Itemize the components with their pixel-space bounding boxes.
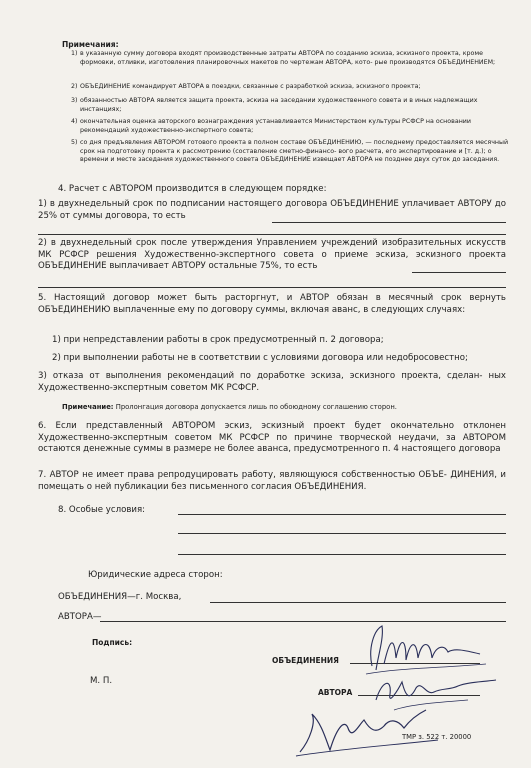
- note-4: [71, 118, 520, 135]
- notes-title: Примечания:: [62, 40, 119, 49]
- note-text: в указанную сумму договора входят производственные затраты АВТОРА по созданию эскиза, эскизного проекта, кроме формовки, отливки, изготовления планировочных макетов по чертежам АВТОРА, кото- рые производятся ОБЪЕДИНЕНИЕМ;: [80, 50, 496, 66]
- amount-fill-line: [272, 222, 506, 223]
- note-1: [71, 50, 520, 67]
- section-4-item-1: 1) в двухнедельный срок по подписании настоящего договора ОБЪЕДИНЕНИЕ уплачивает АВТОРУ до 25% от суммы договора, то есть: [38, 199, 506, 221]
- conditions-fill-line: [178, 554, 506, 555]
- amount-fill-line: [38, 287, 506, 288]
- note-number: 5): [71, 139, 78, 146]
- section-5-case-2: 2) при выполнении работы не в соответствии с условиями договора или недобросовестно;: [52, 353, 468, 363]
- signature-author-label: АВТОРА: [318, 688, 353, 697]
- note-number: 4): [71, 118, 78, 125]
- amount-fill-line: [38, 234, 506, 235]
- note-text: окончательная оценка авторского вознаграждения устанавливается Министерством культуры РСФСР на основании рекомендаций художественно-экспертного совета;: [80, 118, 471, 134]
- note-text: со дня предъявления АВТОРОМ готового проекта в полном составе ОБЪЕДИНЕНИЮ, — последнему предоставляется месячный срок на подготовку проекта к рассмотрению (составление сметно-финансо- вого расчета, его экспертирование и [т. д.); о времени и месте заседания художественного совета ОБЪЕДИНЕНИЕ извещает АВТОРА не позднее двух суток до заседания.: [80, 139, 509, 164]
- address-author: АВТОРА—: [58, 612, 102, 622]
- remark: [62, 403, 502, 411]
- note-2: [71, 83, 520, 92]
- signature-union-label: ОБЪЕДИНЕНИЯ: [272, 656, 339, 665]
- address-fill-line: [210, 602, 506, 603]
- note-3: [71, 97, 520, 114]
- print-mark: ТМР з. 522 т. 20000: [402, 733, 472, 741]
- section-4-heading: 4. Расчет с АВТОРОМ производится в следующем порядке:: [58, 184, 327, 194]
- note-text: обязанностью АВТОРА является защита проекта, эскиза на заседании художественного совета и в иных надлежащих инстанциях;: [80, 97, 478, 113]
- section-8-label: 8. Особые условия:: [58, 505, 146, 515]
- conditions-fill-line: [178, 514, 506, 515]
- signature-title: Подпись:: [92, 638, 133, 647]
- note-text: ОБЪЕДИНЕНИЕ командирует АВТОРА в поездки, связанные с разработкой эскиза, эскизного проекта;: [80, 83, 421, 90]
- stamp-place: М. П.: [90, 676, 113, 686]
- author-handwritten-signature-2: [292, 700, 442, 760]
- remark-text: Пролонгация договора допускается лишь по обоюдному соглашению сторон.: [115, 403, 397, 411]
- section-6: 6. Если представленный АВТОРОМ эскиз, эскизный проект будет окончательно отклонен Художественно-экспертным советом МК РСФСР по причине творческой неудачи, за АВТОРОМ остаются денежные суммы в размере не более аванса, предусмотренного п. 4 настоящего договора: [38, 421, 506, 454]
- union-handwritten-signature: [360, 618, 490, 678]
- note-number: 2): [71, 83, 78, 90]
- conditions-fill-line: [178, 533, 506, 534]
- section-5-case-1: 1) при непредставлении работы в срок предусмотренный п. 2 договора;: [52, 335, 384, 345]
- section-7: 7. АВТОР не имеет права репродуцировать работу, являющуюся собственностью ОБЪЕ- ДИНЕНИЯ, и помещать о ней публикации без письменного согласия ОБЪЕДИНЕНИЯ.: [38, 470, 506, 492]
- amount-fill-line: [412, 272, 506, 273]
- note-number: 1): [71, 50, 78, 57]
- section-4-item-2: 2) в двухнедельный срок после утверждения Управлением учреждений изобразительных искусств МК РСФСР решения Художественно-экспертного совета о приеме эскиза, эскизного проекта ОБЪЕДИНЕНИЕ выплачивает АВТОРУ остальные 75%, то есть: [38, 238, 506, 271]
- note-number: 3): [71, 97, 78, 104]
- note-5: [71, 139, 520, 165]
- address-union: ОБЪЕДИНЕНИЯ—г. Москва,: [58, 592, 182, 602]
- remark-label: Примечание:: [62, 403, 114, 411]
- section-5-intro: 5. Настоящий договор может быть расторгнут, и АВТОР обязан в месячный срок вернуть ОБЪЕДИНЕНИЮ выплаченные ему по договору суммы, включая аванс, в следующих случаях:: [38, 293, 506, 315]
- addresses-title: Юридические адреса сторон:: [88, 570, 223, 580]
- section-5-case-3: 3) отказа от выполнения рекомендаций по доработке эскиза, эскизного проекта, сделан- ных Художественно-экспертным советом МК РСФСР.: [38, 371, 506, 393]
